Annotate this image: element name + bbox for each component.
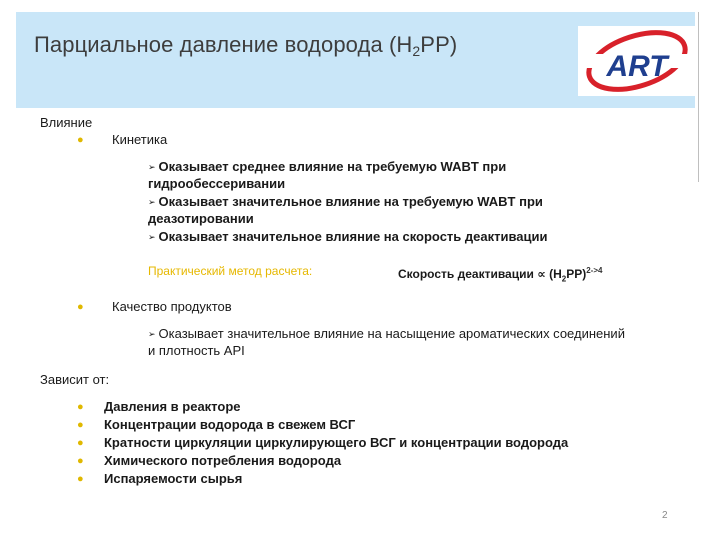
bullet-icon: ● bbox=[77, 401, 84, 413]
bullet-icon: ● bbox=[77, 455, 84, 467]
logo bbox=[578, 26, 696, 96]
arrow-icon: ➢ bbox=[148, 197, 156, 207]
logo-text: ART bbox=[606, 50, 668, 83]
kinetics-line: деазотировании bbox=[148, 211, 254, 226]
quality-line: ➢ Оказывает значительное влияние на насыщение ароматических соединений bbox=[148, 326, 625, 341]
bullet-icon: ● bbox=[77, 437, 84, 449]
depends-item: Испаряемости сырья bbox=[104, 471, 243, 486]
divider bbox=[698, 12, 699, 182]
bullet-icon: ● bbox=[77, 134, 84, 146]
depends-item: Давления в реакторе bbox=[104, 399, 241, 414]
influence-label: Влияние bbox=[40, 115, 93, 130]
quality-line: и плотность API bbox=[148, 343, 245, 358]
depends-item: Кратности циркуляции циркулирующего ВСГ и концентрации водорода bbox=[104, 435, 569, 450]
bullet-icon: ● bbox=[77, 301, 84, 313]
depends-label: Зависит от: bbox=[40, 372, 110, 387]
arrow-icon: ➢ bbox=[148, 232, 156, 242]
depends-item: Концентрации водорода в свежем ВСГ bbox=[104, 417, 356, 432]
page-number: 2 bbox=[662, 510, 668, 521]
arrow-icon: ➢ bbox=[148, 329, 156, 339]
kinetics-line: ➢ Оказывает значительное влияние на требуемую WABT при bbox=[148, 194, 543, 209]
kinetics-label: Кинетика bbox=[112, 132, 168, 147]
practical-method-label: Практический метод расчета: bbox=[148, 264, 313, 278]
kinetics-line: ➢ Оказывает значительное влияние на скорость деактивации bbox=[148, 229, 548, 244]
kinetics-line: ➢ Оказывает среднее влияние на требуемую WABT при bbox=[148, 159, 507, 174]
bullet-icon: ● bbox=[77, 419, 84, 431]
art-logo-icon bbox=[578, 26, 696, 96]
page-title: Парциальное давление водорода $(H_2PP)$ bbox=[34, 32, 458, 59]
kinetics-line: гидрообессеривании bbox=[148, 176, 286, 191]
quality-label: Качество продуктов bbox=[112, 299, 232, 314]
deactivation-formula: Скорость деактивации ∝ $(H_2PP)^{2->4}$ bbox=[398, 266, 603, 284]
depends-item: Химического потребления водорода bbox=[104, 453, 342, 468]
bullet-icon: ● bbox=[77, 473, 84, 485]
arrow-icon: ➢ bbox=[148, 162, 156, 172]
